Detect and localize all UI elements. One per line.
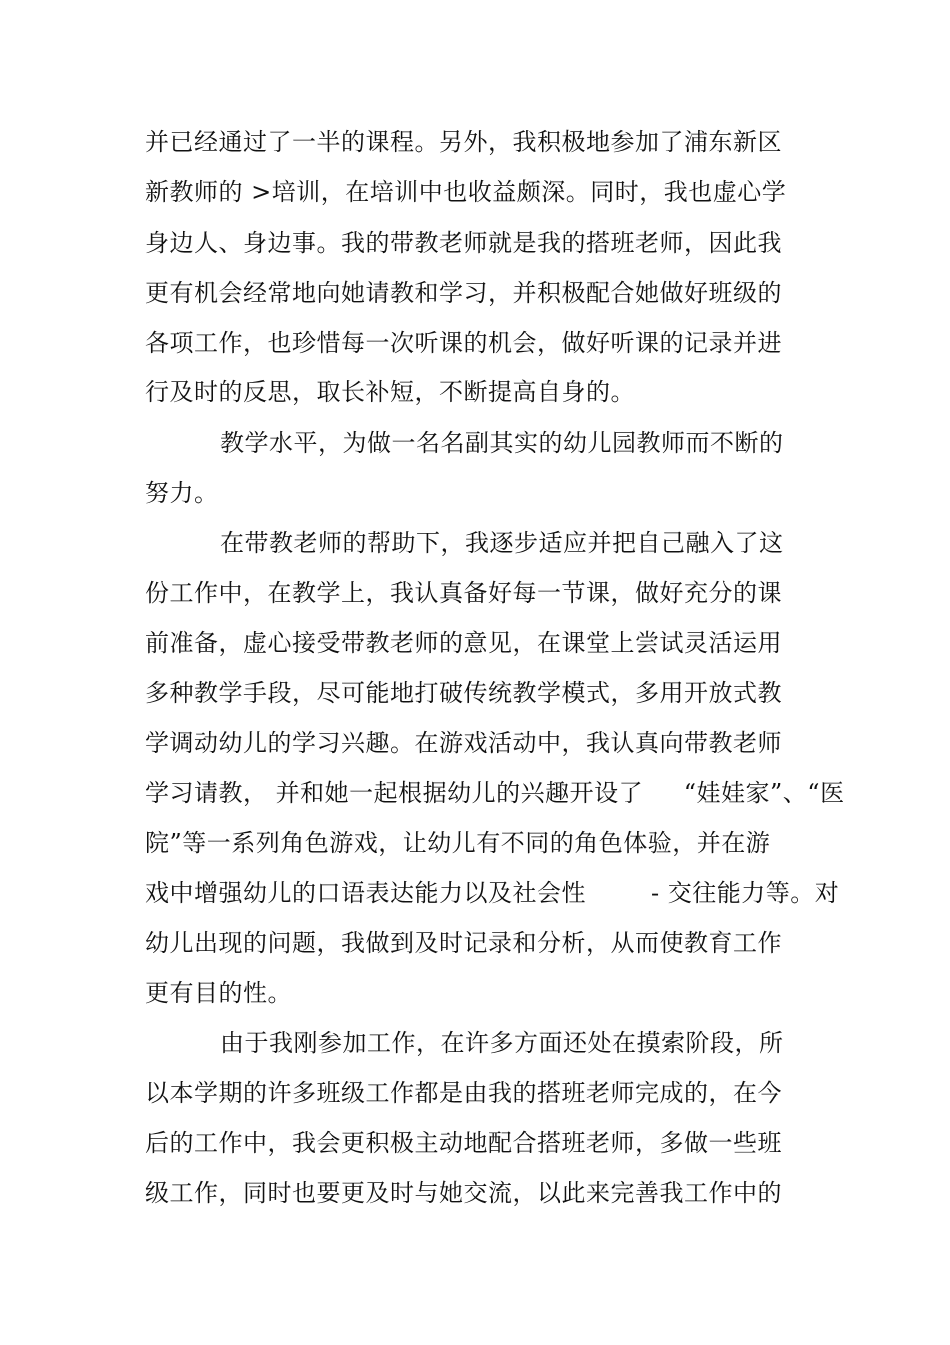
text-line: 教学水平，为做一名名副其实的幼儿园教师而不断的 xyxy=(220,429,784,457)
text-line: 更有机会经常地向她请教和学习，并积极配合她做好班级的 xyxy=(145,279,782,307)
text-line: 份工作中，在教学上，我认真备好每一节课，做好充分的课 xyxy=(145,579,782,607)
text-line: 学调动幼儿的学习兴趣。在游戏活动中，我认真向带教老师 xyxy=(145,729,782,757)
text-line: 学习请教， 并和她一起根据幼儿的兴趣开设了 “娃娃家”、“医 xyxy=(145,779,845,807)
text-line: 并已经通过了一半的课程。另外，我积极地参加了浦东新区 xyxy=(145,128,782,156)
text-line: 努力。 xyxy=(145,479,219,507)
text-line: 级工作，同时也要更及时与她交流，以此来完善我工作中的 xyxy=(145,1179,782,1207)
text-line: 由于我刚参加工作，在许多方面还处在摸索阶段，所 xyxy=(220,1029,784,1057)
text-line: 新教师的 >培训，在培训中也收益颇深。同时，我也虚心学 xyxy=(145,178,787,206)
text-line: 以本学期的许多班级工作都是由我的搭班老师完成的，在今 xyxy=(145,1079,782,1107)
text-line: 身边人、身边事。我的带教老师就是我的搭班老师，因此我 xyxy=(145,229,782,257)
text-line: 更有目的性。 xyxy=(145,979,292,1007)
text-line: 各项工作，也珍惜每一次听课的机会，做好听课的记录并进 xyxy=(145,329,782,357)
text-line: 行及时的反思，取长补短，不断提高自身的。 xyxy=(145,378,635,406)
text-line: 前准备，虚心接受带教老师的意见，在课堂上尝试灵活运用 xyxy=(145,629,782,657)
text-line: 后的工作中，我会更积极主动地配合搭班老师，多做一些班 xyxy=(145,1129,782,1157)
text-line: 多种教学手段，尽可能地打破传统教学模式，多用开放式教 xyxy=(145,679,782,707)
text-line: 在带教老师的帮助下，我逐步适应并把自己融入了这 xyxy=(220,529,784,557)
text-line: 戏中增强幼儿的口语表达能力以及社会性 - 交往能力等。对 xyxy=(145,879,840,907)
text-line: 院”等一系列角色游戏，让幼儿有不同的角色体验，并在游 xyxy=(145,829,771,857)
text-line: 幼儿出现的问题，我做到及时记录和分析，从而使教育工作 xyxy=(145,929,782,957)
